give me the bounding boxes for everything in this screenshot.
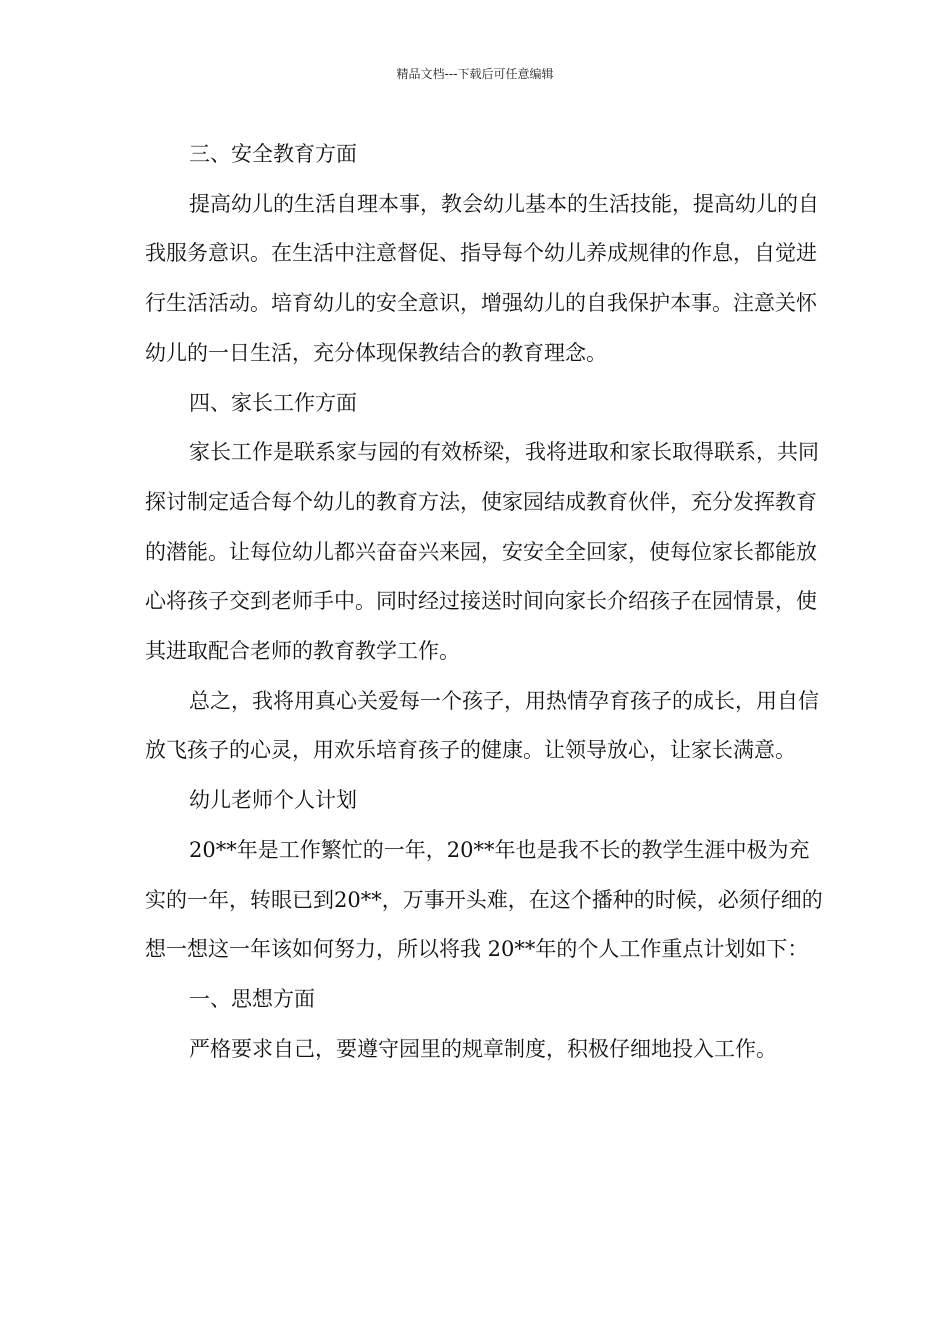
paragraph-plan-intro: 20**年是工作繁忙的一年，20**年也是我不长的教学生涯中极为充实的一年，转眼已到20**，万事开头难，在这个播种的时候，必须仔细的想一想这一年该如何努力，所以将我 20**年的个人工作重点计划如下：: [145, 837, 823, 962]
page-header: 精品文档---下载后可任意编辑: [396, 67, 554, 81]
section-heading-parents: 四、家长工作方面: [189, 390, 357, 415]
section-heading-plan: 幼儿老师个人计划: [189, 788, 357, 813]
section-heading-thought: 一、思想方面: [189, 986, 315, 1011]
document-body: [145, 130, 825, 1074]
paragraph-summary: 总之，我将用真心关爱每一个孩子，用热情孕育孩子的成长，用自信放飞孩子的心灵，用欢乐培育孩子的健康。让领导放心，让家长满意。: [145, 688, 819, 763]
section-heading-safety: 三、安全教育方面: [189, 142, 357, 166]
paragraph-parents: 家长工作是联系家与园的有效桥梁，我将进取和家长取得联系，共同探讨制定适合每个幼儿的教育方法，使家园结成教育伙伴，充分发挥教育的潜能。让每位幼儿都兴奋奋兴来园，安安全全回家，使每位家长都能放心将孩子交到老师手中。同时经过接送时间向家长介绍孩子在园情景，使其进取配合老师的教育教学工作。: [145, 440, 819, 664]
paragraph-thought: 严格要求自己，要遵守园里的规章制度，积极仔细地投入工作。: [189, 1036, 777, 1061]
paragraph-safety: 提高幼儿的生活自理本事，教会幼儿基本的生活技能，提高幼儿的自我服务意识。在生活中注意督促、指导每个幼儿养成规律的作息，自觉进行生活活动。培育幼儿的安全意识，增强幼儿的自我保护本事。注意关怀幼儿的一日生活，充分体现保教结合的教育理念。: [145, 191, 819, 365]
